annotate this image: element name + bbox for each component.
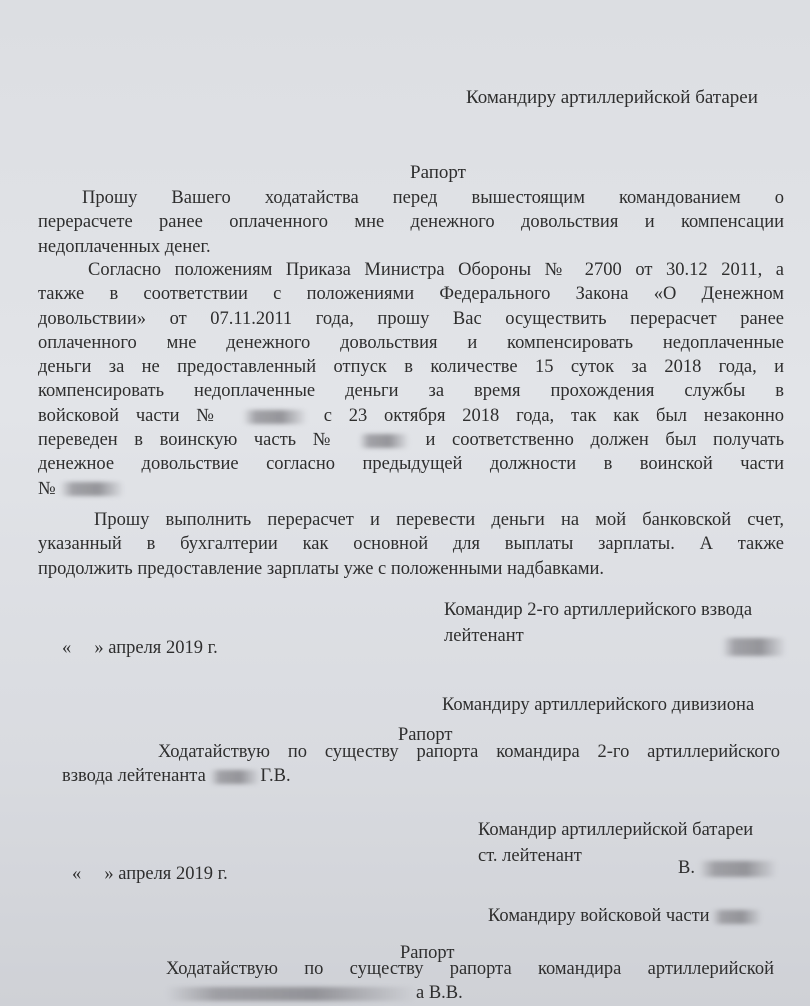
report-title: Рапорт xyxy=(398,725,453,745)
report-paragraph-2 xyxy=(38,258,784,501)
text-fragment: Г.В. xyxy=(260,766,291,787)
text-fragment: № xyxy=(38,478,56,499)
report-paragraph-1 xyxy=(38,186,784,259)
report-title: Рапорт xyxy=(410,162,466,183)
text-fragment: а В.В. xyxy=(416,983,463,1004)
paragraph-line xyxy=(38,477,784,501)
paragraph-line: деньги за не предоставленный отпуск в количестве 15 суток за 2018 года, и xyxy=(38,357,784,378)
redacted-signature xyxy=(699,861,777,877)
endorsement-paragraph-1 xyxy=(62,740,780,789)
redacted-signature xyxy=(722,638,786,656)
text-fragment: с 23 октября 2018 года, так как был незаконно xyxy=(323,405,785,426)
paragraph-line xyxy=(38,428,784,452)
text-fragment: и соответственно должен был получать xyxy=(425,430,785,451)
redacted-unit-number xyxy=(60,482,124,496)
report-title: Рапорт xyxy=(400,943,455,963)
report-date: « » апреля 2019 г. xyxy=(62,638,218,658)
paragraph-line: продолжить предоставление зарплаты уже с положенными надбавками. xyxy=(38,558,605,579)
paragraph-line: Ходатайствую по существу рапорта командира 2-го артиллерийского xyxy=(158,742,780,762)
text-fragment: переведен в воинскую часть № xyxy=(38,430,343,451)
signer-rank: лейтенант xyxy=(444,626,524,646)
paragraph-line: оплаченного мне денежного довольствия и компенсировать недоплаченные xyxy=(38,332,784,353)
paragraph-line: недоплаченных денег. xyxy=(38,236,211,257)
text-fragment: В. xyxy=(678,858,695,878)
redacted-surname xyxy=(166,987,416,1001)
paragraph-line: Прошу выполнить перерасчет и перевести деньги на мой банковской счет, xyxy=(94,510,784,530)
paragraph-line: довольствии» от 07.11.2011 года, прошу Вас осуществить перерасчет ранее xyxy=(38,308,784,329)
redacted-surname xyxy=(210,770,260,784)
signer-title: Командир 2-го артиллерийского взвода xyxy=(444,600,753,620)
redacted-unit-number xyxy=(712,910,762,924)
signer-rank: ст. лейтенант xyxy=(478,846,582,866)
paragraph-line: Согласно положениям Приказа Министра Обороны № 2700 от 30.12 2011, а xyxy=(88,260,784,280)
addressee-unit-commander xyxy=(488,904,762,928)
addressee-battery-commander: Командиру артиллерийской батареи xyxy=(466,87,758,108)
paragraph-line: перерасчете ранее оплаченного мне денежного довольствия и компенсации xyxy=(38,212,784,233)
paragraph-line: денежное довольствие согласно предыдущей должности в воинской части xyxy=(38,454,784,475)
signer-title: Командир артиллерийской батареи xyxy=(478,820,754,840)
report-paragraph-3 xyxy=(38,508,784,581)
paragraph-line: компенсировать недоплаченные деньги за время прохождения службы в xyxy=(38,381,784,402)
text-fragment: взвода лейтенанта xyxy=(62,766,206,787)
text-fragment: войсковой части № xyxy=(38,405,227,426)
paragraph-line xyxy=(62,764,780,788)
paragraph-line: также в соответствии с положениями Федерального Закона «О Денежном xyxy=(38,284,784,305)
redacted-unit-number xyxy=(243,410,307,424)
paragraph-line xyxy=(62,981,774,1005)
paragraph-line: указанный в бухгалтерии как основной для выплаты зарплаты. А также xyxy=(38,534,784,555)
redacted-unit-number xyxy=(359,434,409,448)
report-date: « » апреля 2019 г. xyxy=(72,864,228,884)
paragraph-line xyxy=(38,404,784,428)
endorsement-paragraph-2 xyxy=(62,957,774,1006)
text-fragment: Командиру войсковой части xyxy=(488,906,710,926)
addressee-division-commander: Командиру артиллерийского дивизиона xyxy=(442,695,755,715)
paragraph-line: Прошу Вашего ходатайства перед вышестоящим командованием о xyxy=(82,188,784,208)
signer-initial xyxy=(678,856,777,880)
paragraph-line: Ходатайствую по существу рапорта командира артиллерийской xyxy=(166,959,774,979)
